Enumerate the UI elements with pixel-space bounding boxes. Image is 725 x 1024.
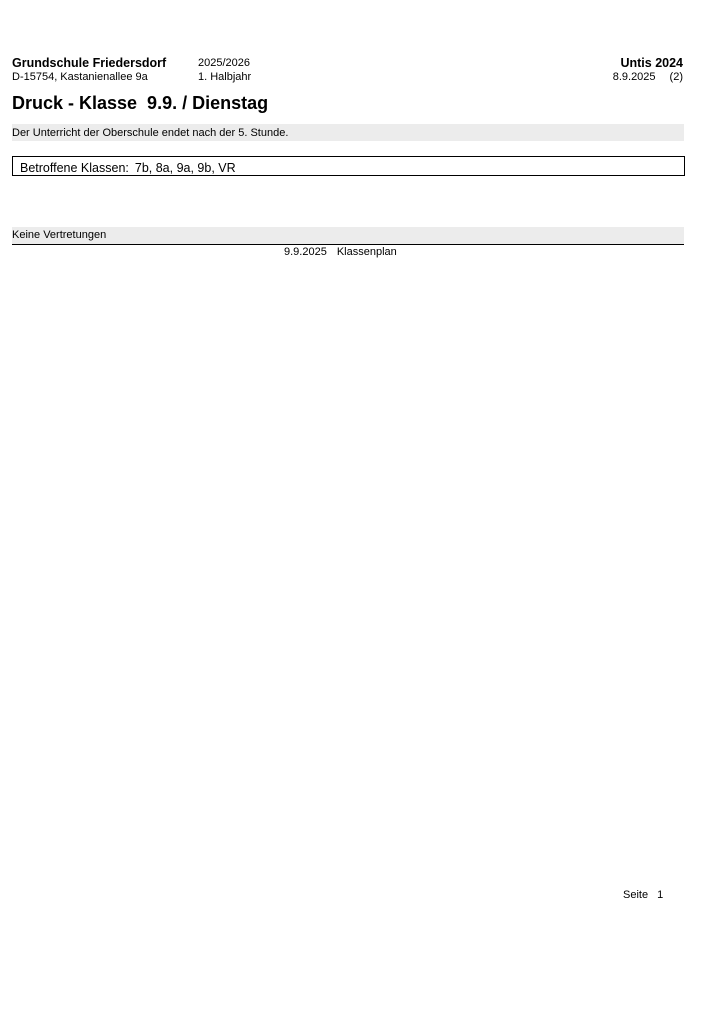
school-address: D-15754, Kastanienallee 9a [12,71,148,83]
page-number [623,889,663,901]
notice-text: Der Unterricht der Oberschule endet nach der 5. Stunde. [12,127,289,139]
print-date-line [613,71,683,83]
no-entries-bar [12,227,684,245]
school-year: 2025/2026 [198,57,250,69]
plan-label: Klassenplan [336,246,397,258]
print-date: 8.9.2025 [612,71,656,83]
page-title: Druck - Klasse 9.9. / Dienstag [12,93,269,113]
no-entries-text: Keine Vertretungen [12,229,107,241]
affected-classes-list: 7b, 8a, 9a, 9b, VR [134,161,236,175]
plan-date: 9.9.2025 [284,246,327,258]
affected-classes-label: Betroffene Klassen: [20,161,129,175]
page-number-value: 1 [657,889,664,901]
plan-reference [284,246,397,258]
print-number: (2) [669,71,683,83]
affected-classes-line [20,161,236,175]
school-name: Grundschule Friedersdorf [12,56,167,70]
software-name: Untis 2024 [620,56,683,70]
page-label: Seite [623,889,649,901]
term: 1. Halbjahr [198,71,252,83]
